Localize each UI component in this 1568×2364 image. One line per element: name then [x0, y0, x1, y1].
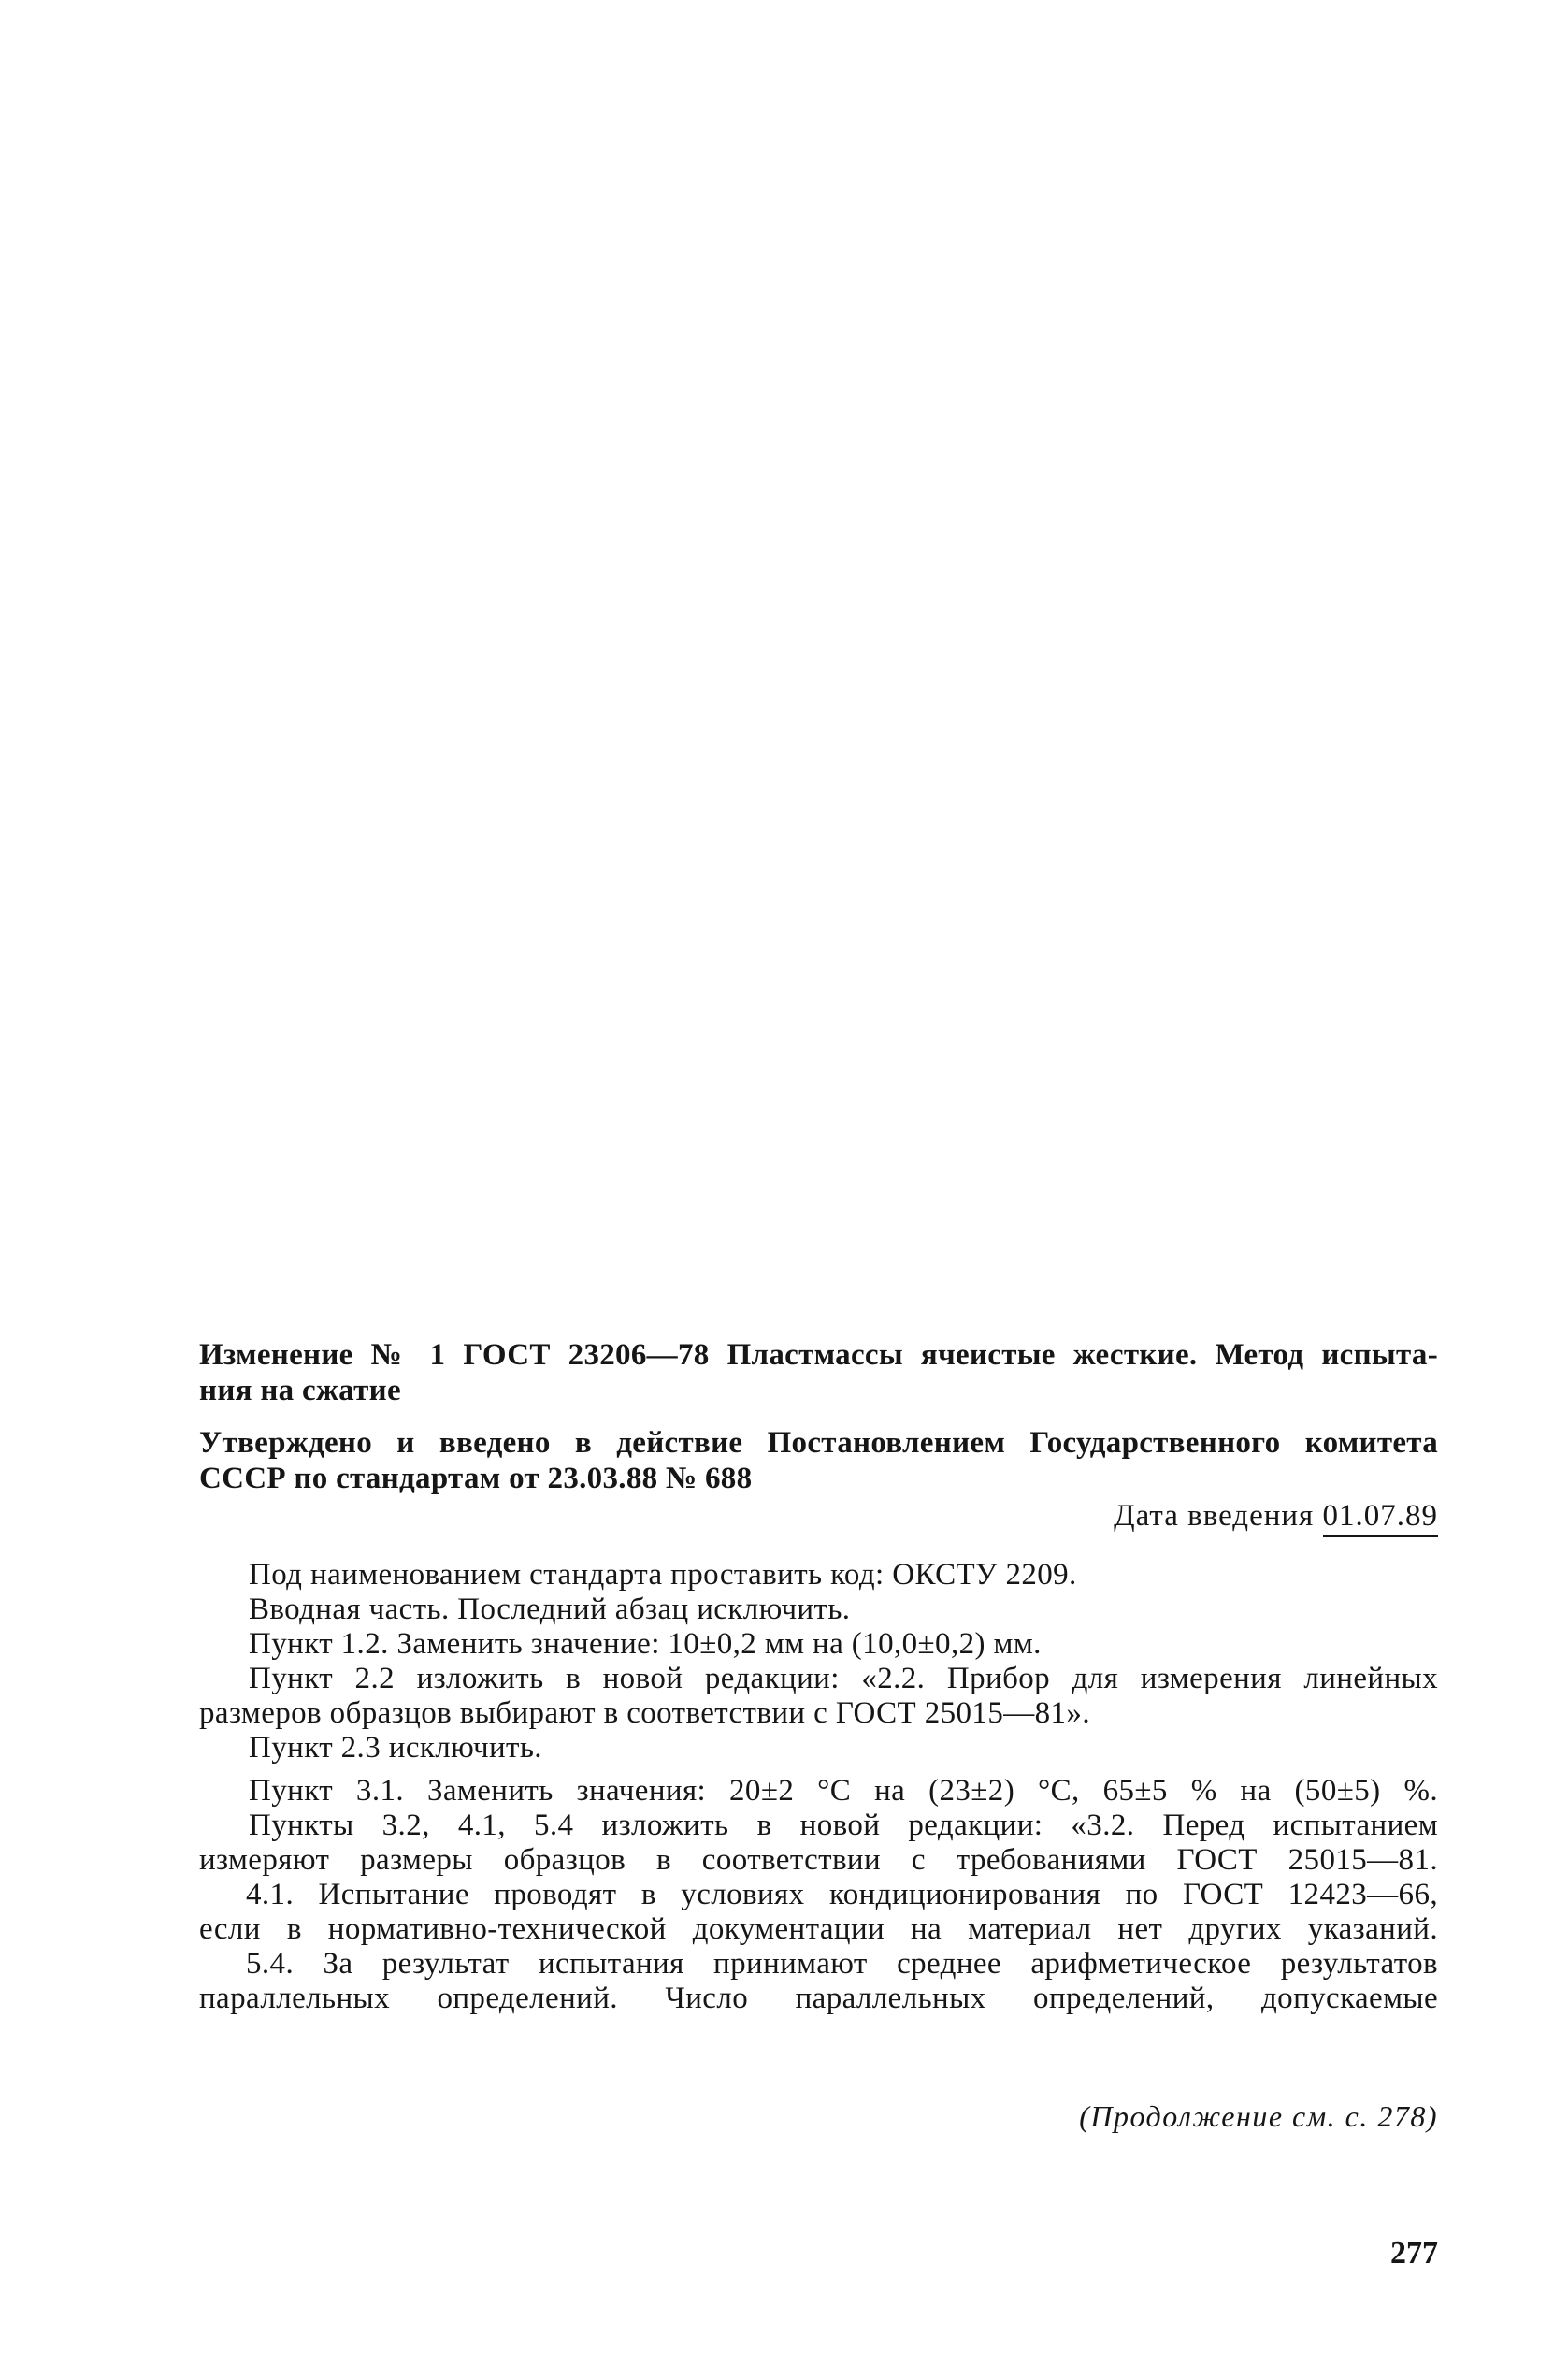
amendment-body: [199, 1558, 1438, 2016]
amendment-heading: [199, 1337, 1438, 1408]
body-paragraph-4-line-2: размеров образцов выбирают в соответствии с ГОСТ 25015—81».: [199, 1696, 1090, 1730]
approval-statement: [199, 1425, 1438, 1496]
body-paragraph-4-line-1: Пункт 2.2 изложить в новой редакции: «2.2. Прибор для измерения линейных: [249, 1662, 1438, 1695]
body-paragraph-7-line-1: Пункты 3.2, 4.1, 5.4 изложить в новой редакции: «3.2. Перед испытанием: [249, 1809, 1438, 1842]
body-paragraph-9-line-1: 5.4. За результат испытания принимают среднее арифметическое результатов: [246, 1947, 1438, 1981]
body-paragraph-8-line-1: 4.1. Испытание проводят в условиях кондиционирования по ГОСТ 12423—66,: [246, 1878, 1438, 1911]
heading-line-2: ния на сжатие: [199, 1374, 401, 1407]
body-paragraph-8-line-2: если в нормативно-технической документации на материал нет других указаний.: [199, 1912, 1438, 1946]
introduction-date: [1114, 1498, 1438, 1534]
body-paragraph-2: Вводная часть. Последний абзац исключить.: [249, 1593, 851, 1626]
body-paragraph-9-line-2: параллельных определений. Число параллельных определений, допускаемые: [199, 1982, 1438, 2015]
body-paragraph-1: Под наименованием стандарта проставить код: ОКСТУ 2209.: [249, 1558, 1077, 1592]
body-paragraph-6: Пункт 3.1. Заменить значения: 20±2 °С на (23±2) °С, 65±5 % на (50±5) %.: [249, 1774, 1438, 1808]
introduction-date-label: Дата введения: [1114, 1499, 1315, 1533]
introduction-date-value: 01.07.89: [1323, 1499, 1439, 1537]
body-paragraph-7-line-2: измеряют размеры образцов в соответствии с требованиями ГОСТ 25015—81.: [199, 1843, 1438, 1877]
body-paragraph-5: Пункт 2.3 исключить.: [249, 1731, 542, 1765]
page-number: 277: [1390, 2236, 1438, 2270]
approval-line-1: Утверждено и введено в действие Постановлением Государственного комитета: [199, 1426, 1438, 1460]
continuation-note: (Продолжение см. с. 278): [1079, 2099, 1438, 2133]
body-paragraph-3: Пункт 1.2. Заменить значение: 10±0,2 мм на (10,0±0,2) мм.: [249, 1627, 1042, 1661]
approval-line-2: СССР по стандартам от 23.03.88 № 688: [199, 1462, 753, 1495]
heading-line-1: Изменение № 1 ГОСТ 23206—78 Пластмассы ячеистые жесткие. Метод испыта-: [199, 1338, 1438, 1372]
